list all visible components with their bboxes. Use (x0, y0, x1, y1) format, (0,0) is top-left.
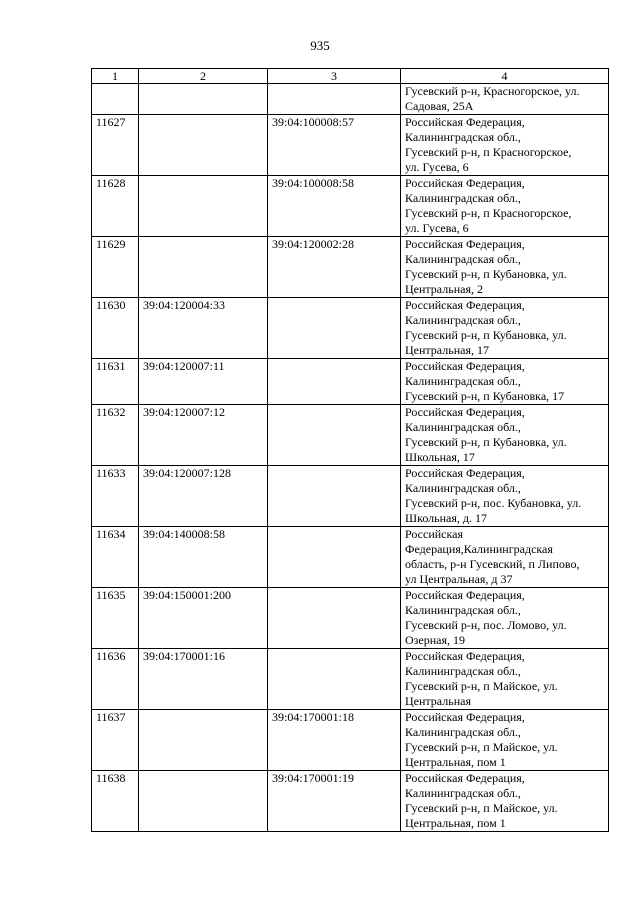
address-cell (401, 466, 609, 527)
address-line: Гусевский р-н, пос. Кубановка, ул. (405, 496, 582, 510)
address-line: Калининградская обл., (405, 786, 521, 800)
address-line: Школьная, д. 17 (405, 511, 488, 525)
cadastral-number-col3-cell (268, 359, 401, 405)
address-line: Центральная (405, 694, 471, 708)
address-line: Российская Федерация, (405, 466, 525, 480)
cadastral-number-col2-cell: 39:04:120004:33 (139, 298, 268, 359)
address-cell (401, 649, 609, 710)
cadastral-number-col3-cell (268, 649, 401, 710)
cadastral-number-col3-cell (268, 405, 401, 466)
address-line: Школьная, 17 (405, 450, 475, 464)
address-line: Гусевский р-н, п Майское, ул. (405, 740, 558, 754)
row-number-cell: 11637 (92, 710, 139, 771)
address-line: Калининградская обл., (405, 481, 521, 495)
address-line: Российская Федерация, (405, 710, 525, 724)
address-line: Российская Федерация, (405, 649, 525, 663)
address-line: Российская Федерация, (405, 176, 525, 190)
cadastral-number-col2-cell: 39:04:120007:128 (139, 466, 268, 527)
table-row (92, 359, 609, 405)
cadastral-number-col3-cell (268, 588, 401, 649)
row-number-cell: 11629 (92, 237, 139, 298)
table-row (92, 298, 609, 359)
cadastral-number-col2-cell (139, 176, 268, 237)
table-row (92, 84, 609, 115)
address-line: Калининградская обл., (405, 252, 521, 266)
row-number-cell: 11627 (92, 115, 139, 176)
column-header-2: 2 (139, 69, 268, 84)
address-line: Гусевский р-н, п Кубановка, 17 (405, 389, 565, 403)
address-line: Российская Федерация, (405, 359, 525, 373)
row-number-cell: 11632 (92, 405, 139, 466)
table-row (92, 588, 609, 649)
cadastral-number-col2-cell (139, 237, 268, 298)
table-body (92, 84, 609, 832)
address-cell (401, 771, 609, 832)
cadastral-number-col2-cell (139, 84, 268, 115)
cadastral-number-col3-cell (268, 84, 401, 115)
address-line: Российская Федерация, (405, 298, 525, 312)
address-line: Российская Федерация, (405, 771, 525, 785)
address-line: ул. Гусева, 6 (405, 160, 469, 174)
address-line: Гусевский р-н, п Майское, ул. (405, 679, 558, 693)
row-number-cell: 11633 (92, 466, 139, 527)
address-line: Центральная, пом 1 (405, 816, 506, 830)
cadastral-number-col2-cell: 39:04:140008:58 (139, 527, 268, 588)
cadastral-number-col2-cell: 39:04:150001:200 (139, 588, 268, 649)
row-number-cell: 11630 (92, 298, 139, 359)
table-row (92, 405, 609, 466)
address-line: Калининградская обл., (405, 664, 521, 678)
table-row (92, 115, 609, 176)
table-row (92, 771, 609, 832)
address-line: Калининградская обл., (405, 420, 521, 434)
address-line: Российская (405, 527, 463, 541)
cadastral-number-col2-cell (139, 115, 268, 176)
cadastral-number-col2-cell: 39:04:120007:11 (139, 359, 268, 405)
table-row (92, 176, 609, 237)
address-line: Гусевский р-н, п Кубановка, ул. (405, 435, 567, 449)
address-line: Садовая, 25А (405, 99, 474, 113)
table-row (92, 466, 609, 527)
address-cell (401, 298, 609, 359)
address-cell (401, 359, 609, 405)
address-cell (401, 84, 609, 115)
table-header-row (92, 69, 609, 84)
row-number-cell: 11634 (92, 527, 139, 588)
cadastral-number-col3-cell: 39:04:100008:58 (268, 176, 401, 237)
table-row (92, 649, 609, 710)
address-line: Гусевский р-н, Красногорское, ул. (405, 84, 580, 98)
column-header-1: 1 (92, 69, 139, 84)
row-number-cell (92, 84, 139, 115)
address-line: Гусевский р-н, п Красногорское, (405, 145, 572, 159)
address-line: Центральная, 17 (405, 343, 489, 357)
address-line: Калининградская обл., (405, 313, 521, 327)
cadastral-number-col3-cell: 39:04:100008:57 (268, 115, 401, 176)
address-line: Калининградская обл., (405, 130, 521, 144)
row-number-cell: 11635 (92, 588, 139, 649)
cadastral-number-col2-cell (139, 771, 268, 832)
address-line: ул Центральная, д 37 (405, 572, 513, 586)
address-line: Российская Федерация, (405, 405, 525, 419)
address-cell (401, 176, 609, 237)
address-line: Федерация,Калининградская (405, 542, 553, 556)
address-line: Гусевский р-н, п Кубановка, ул. (405, 328, 567, 342)
address-line: Калининградская обл., (405, 725, 521, 739)
address-line: Калининградская обл., (405, 374, 521, 388)
row-number-cell: 11628 (92, 176, 139, 237)
table-row (92, 527, 609, 588)
address-line: Гусевский р-н, пос. Ломово, ул. (405, 618, 567, 632)
cadastral-number-col3-cell (268, 527, 401, 588)
address-cell (401, 237, 609, 298)
table-row (92, 710, 609, 771)
address-line: Центральная, 2 (405, 282, 483, 296)
address-cell (401, 527, 609, 588)
address-line: Калининградская обл., (405, 191, 521, 205)
address-cell (401, 588, 609, 649)
cadastral-number-col2-cell: 39:04:170001:16 (139, 649, 268, 710)
cadastral-number-col3-cell: 39:04:170001:18 (268, 710, 401, 771)
address-line: Калининградская обл., (405, 603, 521, 617)
address-cell (401, 115, 609, 176)
address-line: Центральная, пом 1 (405, 755, 506, 769)
cadastral-number-col3-cell: 39:04:170001:19 (268, 771, 401, 832)
cadastral-number-col3-cell: 39:04:120002:28 (268, 237, 401, 298)
row-number-cell: 11631 (92, 359, 139, 405)
cadastral-number-col3-cell (268, 298, 401, 359)
address-line: Российская Федерация, (405, 237, 525, 251)
row-number-cell: 11636 (92, 649, 139, 710)
registry-table (91, 68, 609, 832)
address-line: Гусевский р-н, п Красногорское, (405, 206, 572, 220)
address-cell (401, 405, 609, 466)
cadastral-number-col3-cell (268, 466, 401, 527)
page-number: 935 (310, 38, 330, 53)
address-line: Российская Федерация, (405, 588, 525, 602)
cadastral-number-col2-cell: 39:04:120007:12 (139, 405, 268, 466)
address-line: Озерная, 19 (405, 633, 465, 647)
address-line: область, р-н Гусевский, п Липово, (405, 557, 580, 571)
column-header-3: 3 (268, 69, 401, 84)
address-line: Гусевский р-н, п Кубановка, ул. (405, 267, 567, 281)
row-number-cell: 11638 (92, 771, 139, 832)
address-cell (401, 710, 609, 771)
cadastral-number-col2-cell (139, 710, 268, 771)
address-line: Гусевский р-н, п Майское, ул. (405, 801, 558, 815)
address-line: Российская Федерация, (405, 115, 525, 129)
table-row (92, 237, 609, 298)
column-header-4: 4 (401, 69, 609, 84)
address-line: ул. Гусева, 6 (405, 221, 469, 235)
